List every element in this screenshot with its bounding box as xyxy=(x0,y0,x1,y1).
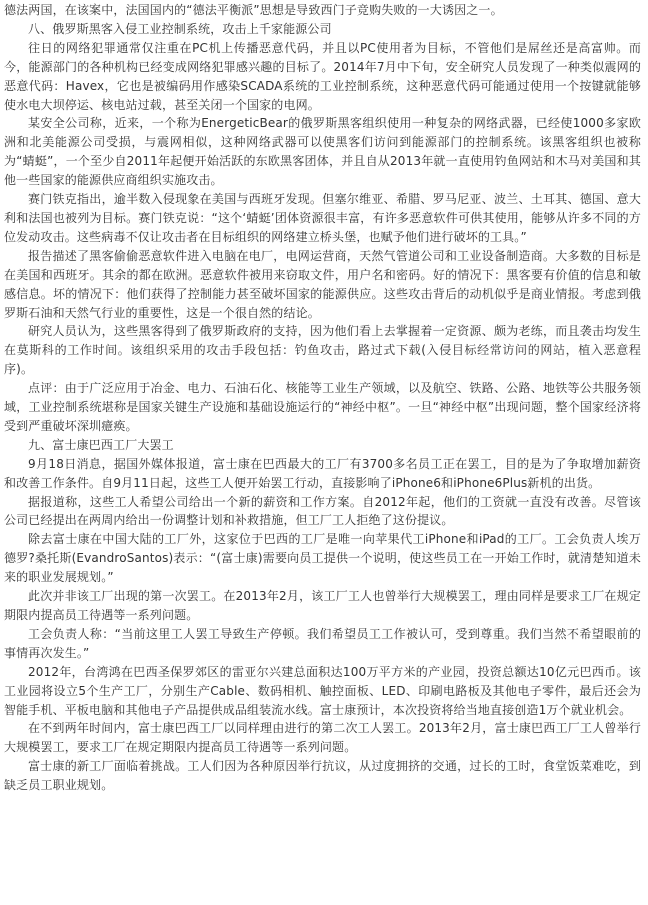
paragraph: 工会负责人称：“当前这里工人罢工导致生产停顿。我们希望员工工作被认可，受到尊重。我们当然不希望眼前的事情再次发生。” xyxy=(4,626,641,660)
paragraph: 此次并非该工厂出现的第一次罢工。在2013年2月，该工厂工人也曾举行大规模罢工，理由同样是要求工厂在规定期限内提高员工待遇等一系列问题。 xyxy=(4,589,641,622)
paragraph: 往日的网络犯罪通常仅注重在PC机上传播恶意代码，并且以PC使用者为目标，不管他们是屌丝还是高富帅。而今，能源部门的各种机构已经变成网络犯罪感兴趣的目标了。2014年7月中下旬，安全研究人员发现了一种类似震网的恶意代码：Havex，它也是被编码用作感染SCADA系统的工业控制系统，这种恶意代码可能通过使用一个按键就能够使水电大坝停运、核电站过载，甚至关闭一个国家的电网。 xyxy=(4,40,641,112)
paragraph: 报告描述了黑客偷偷恶意软件进入电脑在电厂，电网运营商，天然气管道公司和工业设备制造商。大多数的目标是在美国和西班牙。其余的都在欧洲。恶意软件被用来窃取文件，用户名和密码。好的情况下：黑客要有价值的信息和敏感信息。坏的情况下：他们获得了控制能力甚至破坏国家的能源供应。这些攻击背后的动机似乎是商业情报。考虑到俄罗斯石油和天然气行业的重要性，这是一个很自然的结论。 xyxy=(4,248,641,320)
paragraph: 富士康的新工厂面临着挑战。工人们因为各种原因举行抗议，从过度拥挤的交通，过长的工时，食堂饭菜难吃，到缺乏员工职业规划。 xyxy=(4,759,641,793)
paragraph: 9月18日消息，据国外媒体报道，富士康在巴西最大的工厂有3700多名员工正在罢工，目的是为了争取增加薪资和改善工作条件。自9月11日起，这些工人便开始罢工行动，直接影响了iPhone6和iPhone6Plus新机的出货。 xyxy=(4,456,641,490)
section-heading-9: 九、富士康巴西工厂大罢工 xyxy=(28,437,174,452)
paragraph: 2012年，台湾鸿在巴西圣保罗郊区的雷亚尔兴建总面积达100万平方米的产业园，投资总额达10亿元巴西币。该工业园将设立5个生产工厂，分别生产Cable、数码相机、触控面板、LED、印刷电路板及其他电子零件，最后还会为智能手机、平板电脑和其他电子产品提供成品组装流水线。富士康预计，本次投资将给当地直接创造1万个就业机会。 xyxy=(4,664,641,717)
paragraph: 除去富士康在中国大陆的工厂外，这家位于巴西的工厂是唯一向苹果代工iPhone和iPad的工厂。工会负责人埃万德罗?桑托斯(EvandroSantos)表示：“(富士康)需要向员工提供一个说明，使这些员工在一开始工作时，就清楚知道未来的职业发展规划。” xyxy=(4,532,641,585)
paragraph: 在不到两年时间内，富士康巴西工厂以同样理由进行的第二次工人罢工。2013年2月，富士康巴西工厂工人曾举行大规模罢工，要求工厂在规定期限内提高员工待遇等一系列问题。 xyxy=(4,721,641,755)
paragraph-intro-tail: 德法两国，在该案中，法国国内的“德法平衡派”思想是导致西门子竞购失败的一大诱因之一。 xyxy=(4,3,503,17)
paragraph: 据报道称，这些工人希望公司给出一个新的薪资和工作方案。自2012年起，他们的工资就一直没有改善。尽管该公司已经提出在两周内给出一份调整计划和补救措施，但工厂工人拒绝了这份提议。 xyxy=(4,494,641,528)
section-heading-8: 八、俄罗斯黑客入侵工业控制系统，攻击上千家能源公司 xyxy=(28,21,332,36)
paragraph: 研究人员认为，这些黑客得到了俄罗斯政府的支持，因为他们看上去掌握着一定资源、颇为老练，而且袭击均发生在莫斯科的工作时间。该组织采用的攻击手段包括：钓鱼攻击，路过式下载(入侵目标经常访问的网站，植入恶意程序)。 xyxy=(4,324,641,377)
paragraph: 某安全公司称，近来，一个称为EnergeticBear的俄罗斯黑客组织使用一种复杂的网络武器，已经使1000多家欧洲和北美能源公司受损，与震网相似，这种网络武器可以使黑客们访问到能源部门的控制系统。该黑客组织也被称为“蜻蜓”，一个至少自2011年起便开始活跃的东欧黑客团体，并且自从2013年就一直使用钓鱼网站和木马对美国和其他一些国家的能源供应商组织实施攻击。 xyxy=(4,116,641,188)
paragraph: 赛门铁克指出，逾半数入侵现象在美国与西班牙发现。但塞尔维亚、希腊、罗马尼亚、波兰、土耳其、德国、意大利和法国也被列为目标。赛门铁克说：“这个‘蜻蜓’团体资源很丰富，有许多恶意软件可供其使用，能够从许多不同的方位发动攻击。这些病毒不仅让攻击者在目标组织的网络建立桥头堡，也赋予他们进行破坏的工具。” xyxy=(4,192,641,244)
paragraph-commentary: 点评：由于广泛应用于冶金、电力、石油石化、核能等工业生产领域，以及航空、铁路、公路、地铁等公共服务领域，工业控制系统堪称是国家关键生产设施和基础设施运行的“神经中枢”。一旦“神经中枢”出现问题，整个国家经济将受到严重破坏深圳癔痪。 xyxy=(4,381,641,433)
